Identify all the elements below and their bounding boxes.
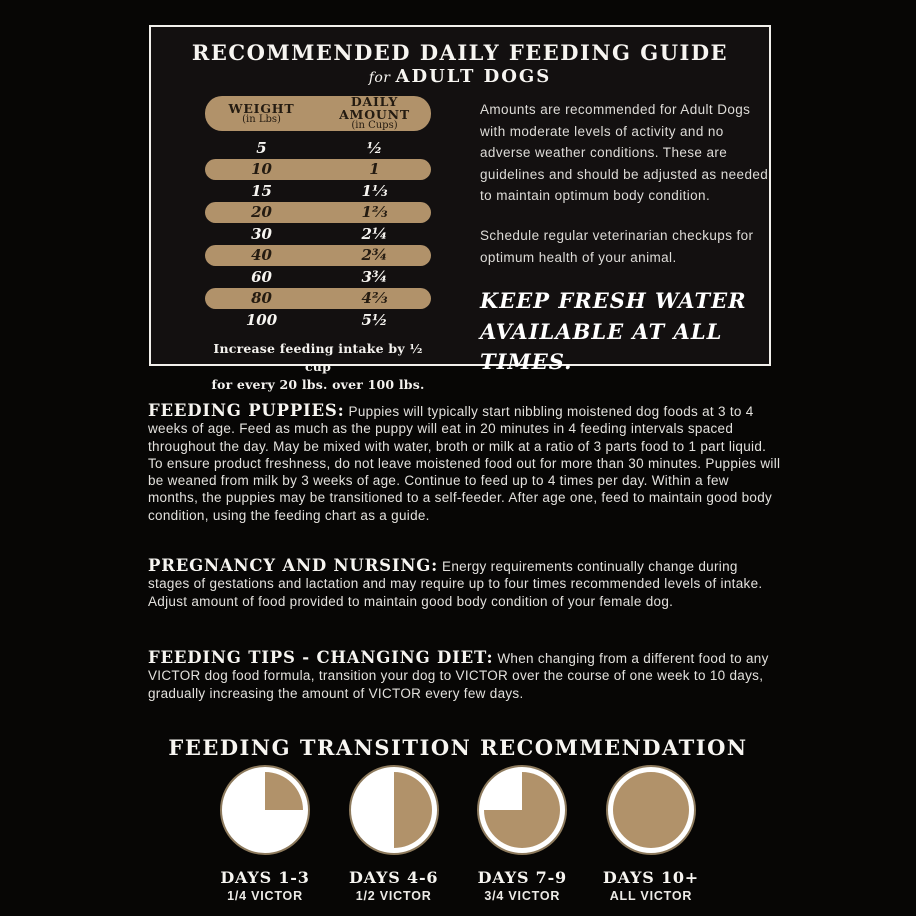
callout-line2: AVAILABLE AT ALL TIMES. — [480, 318, 723, 375]
step-days-label: DAYS 7-9 — [477, 868, 567, 887]
guide-subtitle — [151, 66, 769, 87]
section-heading: PREGNANCY AND NURSING: — [148, 556, 439, 575]
amount-value: ½ — [366, 138, 383, 157]
weight-value: 80 — [251, 289, 272, 307]
footnote-line1: Increase feeding intake by ½ cup — [213, 341, 423, 375]
amount-header-unit: (in Cups) — [351, 120, 398, 132]
weight-value: 60 — [251, 267, 272, 286]
weight-value: 10 — [251, 160, 272, 178]
full-pie-icon — [613, 772, 689, 848]
footnote-line2: for every 20 lbs. over 100 lbs. — [211, 377, 425, 393]
pie-ring — [349, 765, 439, 855]
table-row — [205, 202, 431, 223]
amount-value: 3¾ — [361, 267, 388, 286]
step-portion-label: 1/2 VICTOR — [355, 889, 432, 903]
pie-ring — [477, 765, 567, 855]
pie-ring — [606, 765, 696, 855]
transition-step — [204, 765, 326, 903]
step-days-label: DAYS 4-6 — [348, 868, 439, 887]
table-row — [205, 245, 431, 266]
step-days-label: DAYS 1-3 — [220, 868, 310, 887]
section-feeding-tips — [148, 649, 782, 702]
feeding-table — [205, 96, 431, 394]
section-feeding-puppies — [148, 402, 782, 524]
quarter-pie-icon — [227, 772, 303, 848]
table-row — [205, 288, 431, 309]
amount-value: 2¾ — [361, 246, 388, 264]
guide-title: RECOMMENDED DAILY FEEDING GUIDE — [191, 40, 729, 65]
note-paragraph: Amounts are recommended for Adult Dogs with moderate levels of activity and no adverse weather conditions. These are guidelines and should be adjusted as needed to maintain optimum body condition. — [480, 102, 769, 204]
section-body: Energy requirements continually change during stages of gestations and lactation and may require up to four times recommended levels of intake. Adjust amount of food provided to maintain good body condition of your female dog. — [148, 559, 763, 609]
transition-step — [461, 765, 583, 903]
step-portion-label: ALL VICTOR — [609, 889, 693, 903]
table-header-pill — [205, 96, 431, 131]
transition-step — [333, 765, 455, 903]
weight-header — [205, 102, 318, 126]
water-callout — [480, 286, 770, 377]
amount-value: 1 — [369, 160, 380, 178]
amount-header — [318, 95, 431, 132]
transition-title: FEEDING TRANSITION RECOMMENDATION — [168, 735, 748, 760]
section-pregnancy-nursing — [148, 557, 782, 610]
table-row — [205, 223, 431, 244]
table-rows — [205, 137, 431, 330]
weight-value: 5 — [256, 138, 267, 157]
table-row — [205, 137, 431, 158]
amount-value: 1⅔ — [361, 203, 388, 221]
amount-value: 5½ — [361, 310, 388, 329]
amount-value: 4⅔ — [361, 289, 388, 307]
transition-steps — [204, 765, 712, 903]
guide-subtitle-text: ADULT DOGS — [395, 66, 552, 87]
transition-step — [590, 765, 712, 903]
weight-value: 20 — [251, 203, 272, 221]
weight-value: 15 — [251, 181, 272, 200]
weight-value: 100 — [245, 310, 278, 329]
amount-value: 1⅓ — [361, 181, 388, 200]
section-body: When changing from a different food to any VICTOR dog food formula, transition your dog to VICTOR over the course of one week to 10 days, gradually increasing the amount of VICTOR every few days. — [148, 651, 769, 701]
feeding-guide-panel — [149, 25, 771, 393]
note-paragraph: Schedule regular veterinarian checkups for optimum health of your animal. — [480, 227, 754, 265]
guide-subtitle-prefix: for — [368, 70, 391, 86]
table-footnote — [205, 340, 431, 394]
amount-header-label: DAILY AMOUNT — [339, 94, 410, 123]
table-row — [205, 266, 431, 287]
step-portion-label: 3/4 VICTOR — [484, 889, 561, 903]
table-row — [205, 180, 431, 201]
table-row — [205, 309, 431, 330]
section-body: Puppies will typically start nibbling moistened dog foods at 3 to 4 weeks of age. Feed as much as the puppy will eat in 20 minutes in 4 feeding intervals spaced throughout the day. May be mixed with water, broth or milk at a ratio of 3 parts food to 1 part liquid. To ensure product freshness, do not leave moistened food out for more than 30 minutes. Puppies will be weaned from milk by 3 weeks of age. Continue to feed up to 4 times per day. Within a few months, the puppies may be transitioned to a self-feeder. After age one, feed to maintain good body condition, using the feeding chart as a guide. — [148, 404, 781, 523]
table-row — [205, 159, 431, 180]
step-portion-label: 1/4 VICTOR — [227, 889, 303, 903]
callout-line1: KEEP FRESH WATER — [480, 288, 747, 314]
step-days-label: DAYS 10+ — [602, 868, 700, 887]
weight-value: 40 — [251, 246, 272, 264]
amount-value: 2¼ — [361, 224, 388, 243]
guide-notes — [480, 99, 770, 377]
weight-header-unit: (in Lbs) — [242, 113, 281, 125]
pie-ring — [220, 765, 310, 855]
weight-value: 30 — [251, 224, 272, 243]
section-heading: FEEDING TIPS - CHANGING DIET: — [148, 648, 494, 667]
weight-header-label: WEIGHT — [228, 100, 295, 116]
half-pie-icon — [356, 772, 432, 848]
section-heading: FEEDING PUPPIES: — [148, 401, 345, 420]
three-quarter-pie-icon — [484, 772, 560, 848]
